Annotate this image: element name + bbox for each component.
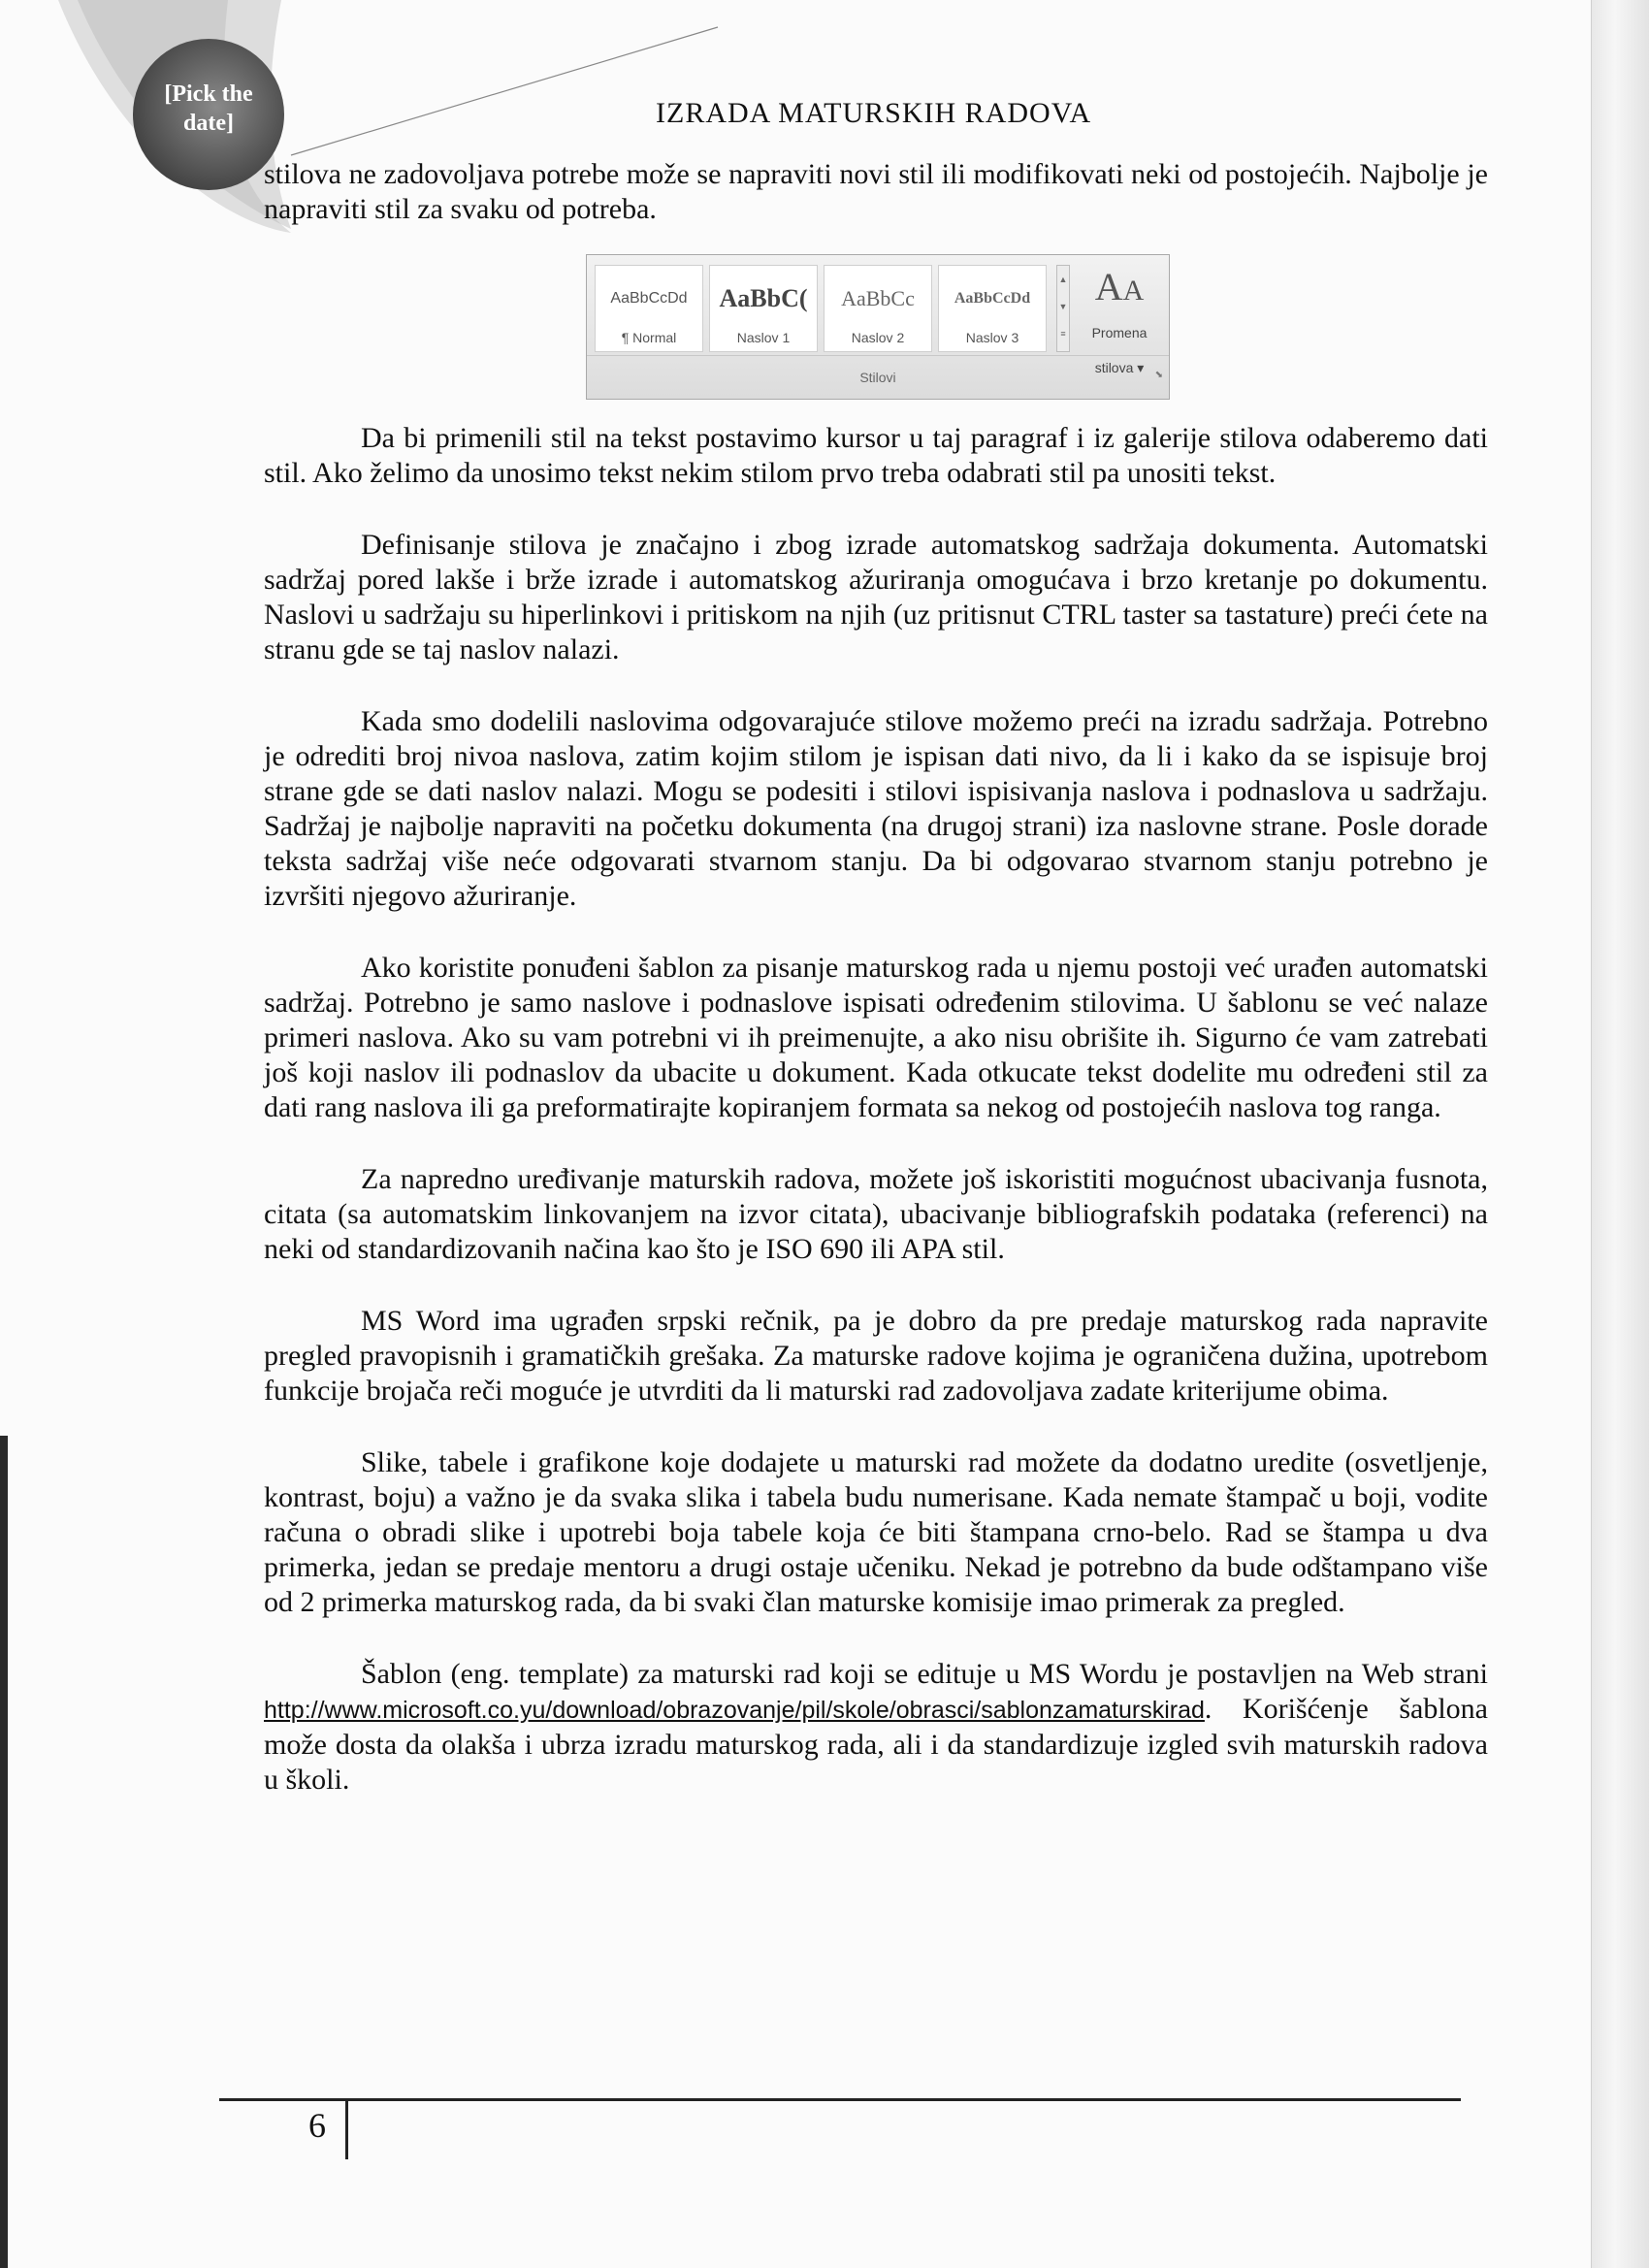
gallery-scroll[interactable] (1056, 265, 1070, 352)
scan-left-edge (0, 1436, 8, 2268)
page-body (264, 157, 1488, 1798)
running-header-title: IZRADA MATURSKIH RADOVA (656, 97, 1092, 129)
scroll-down-icon[interactable]: ▼ (1058, 302, 1068, 311)
paragraph-2: Definisanje stilova je značajno i zbog izrade automatskog sadržaja dokumenta. Automatski sadržaj pored lakše i brže izrade i automatskog ažuriranja omogućava i brzo kretanje po dokumentu. Naslovi u sadržaju su hiperlinkovi i pritiskom na njih (uz pritisnut CTRL taster sa tastature) preći ćete na stranu gde se taj naslov nalazi. (264, 529, 1488, 665)
paragraph-6: MS Word ima ugrađen srpski rečnik, pa je dobro da pre predaje maturskog rada napravite pregled pravopisnih i gramatičkih grešaka. Za maturske radove kojima je ograničena dužina, upotrebom funkcije brojača reči moguće je utvrditi da li maturski rad zadovoljava zadate kriterijume obima. (264, 1305, 1488, 1407)
dialog-launcher-icon[interactable]: ⬊ (1154, 370, 1163, 380)
style-naslov-2[interactable]: AaBbCc Naslov 2 (824, 265, 932, 352)
style-naslov-1[interactable]: AaBbC( Naslov 1 (709, 265, 818, 352)
paragraph-7: Slike, tabele i grafikone koje dodajete u maturski rad možete da dodatno uredite (osvetljenje, kontrast, boju) a važno je da svaka slika i tabela budu numerisane. Kada nemate štampač u boji, vodite računa o obradi slike i upotrebi boja tabele koja će biti štampana crno-belo. Rad se štampa u dva primerka, jedan se predaje mentoru a drugi ostaje učeniku. Nekad je potrebno da bude odštampano više od 2 primerka maturskog rada, da bi svaki član maturske komisije imao primerak za pregled. (264, 1446, 1488, 1618)
more-icon[interactable]: ≡ (1060, 329, 1066, 339)
date-placeholder: [Pick the date] (164, 81, 253, 136)
intro-paragraph: stilova ne zadovoljava potrebe može se napraviti novi stil ili modifikovati neki od postojećih. Najbolje je napraviti stil za svaku od potreba. (264, 158, 1488, 225)
change-styles-button[interactable]: AA Promena stilova ▾ (1076, 263, 1163, 356)
page-number-divider (345, 2101, 348, 2159)
style-naslov-3[interactable]: AaBbCcDd Naslov 3 (938, 265, 1047, 352)
styles-gallery-figure (264, 227, 1488, 385)
scroll-up-icon[interactable]: ▲ (1058, 275, 1068, 284)
page-number: 6 (308, 2106, 326, 2145)
template-link[interactable]: http://www.microsoft.co.yu/download/obrazovanje/pil/skole/obrasci/sablonzamaturskirad (264, 1697, 1205, 1724)
styles-ribbon-group (586, 254, 1170, 400)
styles-group-label: Stilovi (587, 355, 1169, 395)
change-styles-icon: AA (1094, 265, 1145, 308)
paragraph-4: Ako koristite ponuđeni šablon za pisanje maturskog rada u njemu postoji već urađen automatski sadržaj. Potrebno je samo naslove i podnaslove ispisati određenim stilovima. U šablonu se već nalaze primeri naslova. Ako su vam potrebni vi ih preimenujte, a ako nisu obrišite ih. Sigurno će vam zatrebati još koji naslov ili podnaslov da ubacite u dokument. Kada otkucate tekst dodelite mu određeni stil za dati rang naslova ili ga preformatirajte kopiranjem formata sa nekog od postojećih naslova tog ranga. (264, 952, 1488, 1123)
paragraph-3: Kada smo dodelili naslovima odgovarajuće stilove možemo preći na izradu sadržaja. Potrebno je odrediti broj nivoa naslova, zatim kojim stilom je ispisan dati nivo, da li i kako da se ispisuje broj strane gde se dati naslov nalazi. Mogu se podesiti i stilovi ispisivanja naslova i podnaslova u sadržaju. Sadržaj je najbolje napraviti na početku dokumenta (na drugoj strani) iza naslovne strane. Posle dorade teksta sadržaj više neće odgovarati stvarnom stanju. Da bi odgovarao stvarnom stanju potrebno je izvršiti njegovo ažuriranje. (264, 705, 1488, 912)
footer-rule (219, 2098, 1461, 2101)
paragraph-5: Za napredno uređivanje maturskih radova, možete još iskoristiti mogućnost ubacivanja fusnota, citata (sa automatskim linkovanjem na izvor citata), ubacivanje bibliografskih podataka (referenci) na neki od standardizovanih načina kao što je ISO 690 ili APA stil. (264, 1163, 1488, 1265)
style-normal[interactable]: AaBbCcDd ¶ Normal (595, 265, 703, 352)
scan-edge-strip (1591, 0, 1649, 2268)
paragraph-1: Da bi primenili stil na tekst postavimo kursor u taj paragraf i iz galerije stilova odaberemo dati stil. Ako želimo da unosimo tekst nekim stilom prvo treba odabrati stil pa unositi tekst. (264, 422, 1488, 489)
paragraph-8: Šablon (eng. template) za maturski rad koji se edituje u MS Wordu je postavljen na Web strani http://www.microsoft.co.yu/download/obrazovanje/pil/skole/obrasci/sablonzamaturskirad. Korišćenje šablona može dosta da olakša i ubrza izradu maturskog rada, ali i da standardizuje izgled svih maturskih radova u školi. (264, 1658, 1488, 1796)
